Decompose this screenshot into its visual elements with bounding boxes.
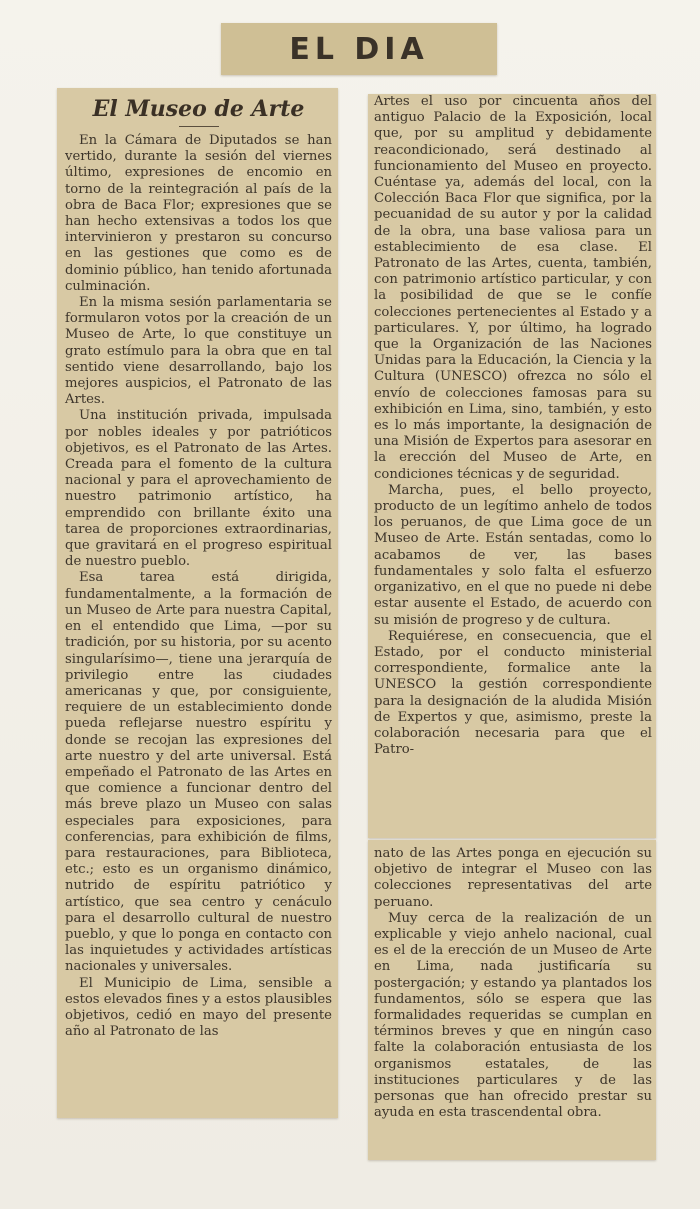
- paragraph: Esa tarea está dirigida, fundamentalmente, a la formación de un Museo de Arte para nuestra Capital, en el entendido que Lima, —por su tradición, por su historia, por su acento singularísimo—, tiene una jerarquía de privilegio entre las ciudades americanas y que, por consiguiente, requiere de un establecimiento donde pueda reflejarse nuestro espíritu y donde se recojan las expresiones del arte nuestro y del arte universal. Está empeñado el Patronato de las Artes en que comience a funcionar dentro del más breve plazo un Museo con salas especiales para exposiciones, para conferencias, para exhibición de films, para restauraciones, para Biblioteca, etc.; esto es un organismo dinámico, nutrido de espíritu patriótico y artístico, que sea centro y cenáculo para el desarrollo cultural de nuestro pueblo, y que lo ponga en contacto con las inquietudes y actividades artísticas nacionales y universales.: [65, 570, 332, 975]
- right-column-top-text: [374, 94, 652, 758]
- paragraph: nato de las Artes ponga en ejecución su objetivo de integrar el Museo con las colecciones representativas del arte peruano.: [374, 846, 652, 910]
- paragraph: En la misma sesión parlamentaria se formularon votos por la creación de un Museo de Arte, lo que constituye un grato estímulo para la obra que en tal sentido viene desarrollando, bajo los mejores auspicios, el Patronato de las Artes.: [65, 295, 332, 408]
- article-title: El Museo de Arte: [92, 96, 305, 122]
- right-column-bottom-text: [374, 846, 652, 1121]
- paragraph: El Municipio de Lima, sensible a estos elevados fines y a estos plausibles objetivos, cedió en mayo del presente año al Patronato de las: [65, 975, 333, 1040]
- article-right-column-top-clipping: [368, 94, 656, 838]
- paragraph: En la Cámara de Diputados se han vertido, durante la sesión del viernes último, expresiones de encomio en torno de la reintegración al país de la obra de Baca Flor; expresiones que se han hecho extensivas a todos los que intervinieron y prestaron su concurso en las gestiones que como es de dominio público, han tenido afortunada culminación.: [65, 133, 332, 294]
- left-column-text: [65, 133, 332, 1040]
- article-right-column-bottom-clipping: [368, 840, 656, 1160]
- paragraph: Marcha, pues, el bello proyecto, producto de un legítimo anhelo de todos los peruanos, de que Lima goce de un Museo de Arte. Están sentadas, como lo acabamos de ver, las bases fundamentales y solo falta el esfuerzo organizativo, en el que no puede ni debe estar ausente el Estado, de acuerdo con su misión de progreso y de cultura.: [374, 482, 652, 628]
- paragraph: Una institución privada, impulsada por nobles ideales y por patrióticos objetivos, es el Patronato de las Artes. Creada para el fomento de la cultura nacional y para el aprovechamiento de nuestro patrimonio artístico, ha emprendido con brillante éxito una tarea de proporciones extraordinarias, que gravitará en el progreso espiritual de nuestro pueblo.: [65, 408, 332, 570]
- paragraph: Requiérese, en consecuencia, que el Estado, por el conducto ministerial correspondiente, formalice ante la UNESCO la gestión correspondiente para la designación de la aludida Misión de Expertos y que, asimismo, preste la colaboración necesaria para que el Patro-: [374, 628, 652, 758]
- article-left-column-clipping: [57, 88, 338, 1118]
- title-divider: [179, 126, 219, 127]
- paragraph: Muy cerca de la realización de un explicable y viejo anhelo nacional, cual es el de la erección de un Museo de Arte en Lima, nada justificaría su postergación; y estando ya plantados los fundamentos, sólo se espera que las formalidades requeridas se cumplan en términos breves y que en ningún caso falte la colaboración entusiasta de los organismos estatales, de las instituciones particulares y de las personas que han ofrecido prestar su ayuda en esta trascendental obra.: [374, 910, 652, 1121]
- newspaper-masthead-clipping: [221, 23, 497, 75]
- newspaper-name: EL DIA: [289, 31, 429, 67]
- paragraph: Artes el uso por cincuenta años del antiguo Palacio de la Exposición, local que, por su amplitud y debidamente reacondicionado, será destinado al funcionamiento del Museo en proyecto. Cuéntase ya, además del local, con la Colección Baca Flor que significa, por la pecuanidad de su autor y por la calidad de la obra, una base valiosa para un establecimiento de esa clase. El Patronato de las Artes, cuenta, también, con patrimonio artístico particular, y con la posibilidad de que se le confíe colecciones pertenecientes al Estado y a particulares. Y, por último, ha logrado que la Organización de las Naciones Unidas para la Educación, la Ciencia y la Cultura (UNESCO) ofrezca no sólo el envío de colecciones famosas para su exhibición en Lima, sino, también, y esto es lo más importante, la designación de una Misión de Expertos para asesorar en la erección del Museo de Arte, en condiciones técnicas y de seguridad.: [374, 94, 652, 482]
